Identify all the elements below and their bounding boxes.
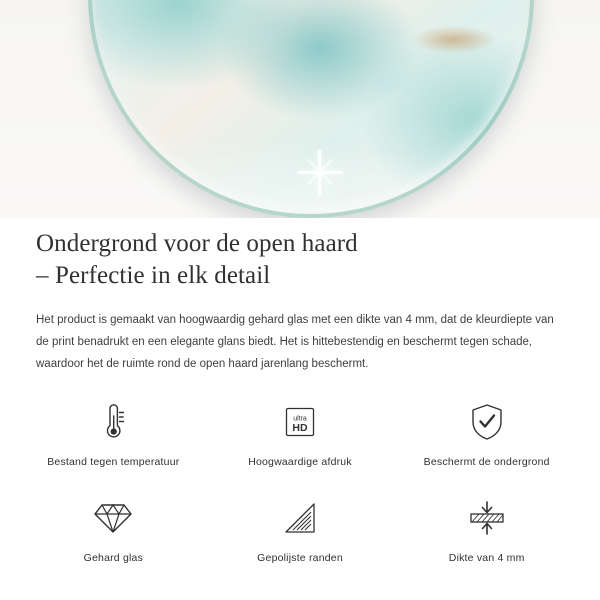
thermometer-icon bbox=[85, 398, 141, 446]
page-title bbox=[36, 228, 564, 291]
feature-temperature bbox=[20, 398, 207, 468]
page-title-line-1: Ondergrond voor de open haard bbox=[36, 230, 358, 257]
description-paragraph: Het product is gemaakt van hoogwaardig gehard glas met een dikte van 4 mm, dat de kleurdiepte van de print benadrukt en een elegante glans biedt. Het is hittebestendig en beschermt tegen schade, waardoor het de ruimte rond de open haard jarenlang beschermt. bbox=[36, 314, 554, 371]
polished-edges-icon bbox=[272, 494, 328, 542]
feature-label: Bestand tegen temperatuur bbox=[47, 456, 180, 468]
feature-label: Gepolijste randen bbox=[257, 552, 343, 564]
thickness-4mm-icon bbox=[459, 494, 515, 542]
text-content bbox=[0, 228, 600, 375]
feature-polished-edges bbox=[207, 494, 394, 564]
feature-label: Gehard glas bbox=[83, 552, 144, 564]
feature-grid bbox=[0, 398, 600, 564]
feature-thickness bbox=[393, 494, 580, 564]
svg-text:ultra: ultra bbox=[293, 415, 307, 423]
feature-surface-protection bbox=[393, 398, 580, 468]
page-title-line-2: – Perfectie in elk detail bbox=[36, 261, 271, 289]
svg-text:HD: HD bbox=[292, 422, 308, 434]
feature-label: Beschermt de ondergrond bbox=[423, 456, 550, 468]
feature-print-quality bbox=[207, 398, 394, 468]
feature-label: Hoogwaardige afdruk bbox=[248, 456, 352, 468]
hero-image bbox=[0, 0, 600, 218]
feature-label: Dikte van 4 mm bbox=[448, 552, 525, 564]
shield-check-icon bbox=[459, 398, 515, 446]
feature-row-2 bbox=[20, 494, 580, 564]
diamond-icon bbox=[85, 494, 141, 542]
feature-tempered-glass bbox=[20, 494, 207, 564]
ultra-hd-icon bbox=[272, 398, 328, 446]
feature-row-1 bbox=[20, 398, 580, 468]
